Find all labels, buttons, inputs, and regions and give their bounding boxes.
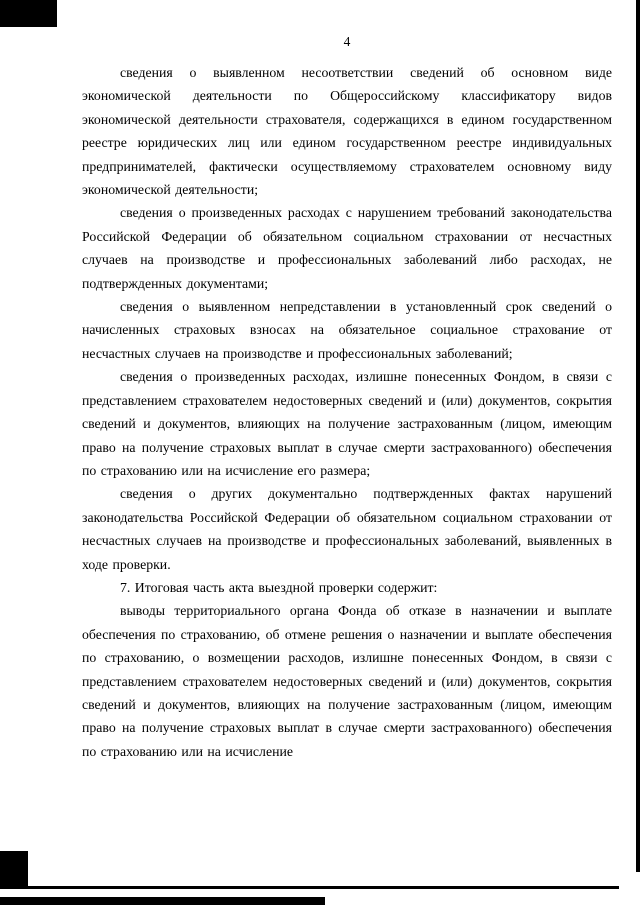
paragraph: сведения о произведенных расходах с нарушением требований законодательства Российской Федерации об обязательном социальном страховании от несчастных случаев на производстве и профессиональных заболеваний либо расходах, не подтвержденных документами; (82, 205, 612, 291)
paragraph: сведения о выявленном несоответствии сведений об основном виде экономической деятельности по Общероссийскому классификатору видов экономической деятельности страхователя, содержащихся в едином государственном реестре юридических лиц или едином государственном реестре индивидуальных предпринимателей, фактически осуществляемому страхователем основному виду экономической деятельности; (82, 65, 612, 198)
paragraph: выводы территориального органа Фонда об отказе в назначении и выплате обеспечения по страхованию, об отмене решения о назначении и выплате обеспечения по страхованию, о возмещении расходов, излишне понесенных Фондом, в связи с представлением страхователем недостоверных сведений и (или) документов, сокрытия сведений и документов, влияющих на получение застрахованным (лицом, имеющим право на получение страховых выплат в случае смерти застрахованного) обеспечения по страхованию или на исчисление (82, 603, 612, 759)
page-number: 4 (343, 34, 351, 49)
document-body (82, 61, 612, 763)
paragraph: сведения о произведенных расходах, излишне понесенных Фондом, в связи с представлением страхователем недостоверных сведений и (или) документов, сокрытия сведений и документов, влияющих на получение застрахованным (лицом, имеющим право на получение страховых выплат в случае смерти застрахованного) обеспечения по страхованию или на исчисление его размера; (82, 369, 612, 478)
paragraph: сведения о выявленном непредставлении в установленный срок сведений о начисленных страховых взносах на обязательное социальное страхование от несчастных случаев на производстве и профессиональных заболеваний; (82, 299, 612, 361)
paragraph: сведения о других документально подтвержденных фактах нарушений законодательства Российской Федерации об обязательном социальном страховании от несчастных случаев на производстве и профессиональных заболеваний, выявленных в ходе проверки. (82, 486, 612, 572)
scan-artifact-bottom-left (0, 851, 28, 889)
scan-artifact-right-edge (636, 0, 640, 872)
paragraph: 7. Итоговая часть акта выездной проверки содержит: (120, 579, 438, 595)
scan-artifact-top-left (0, 0, 57, 27)
scan-artifact-bottom-bar (0, 897, 325, 905)
scan-artifact-bottom-rule (0, 886, 619, 889)
